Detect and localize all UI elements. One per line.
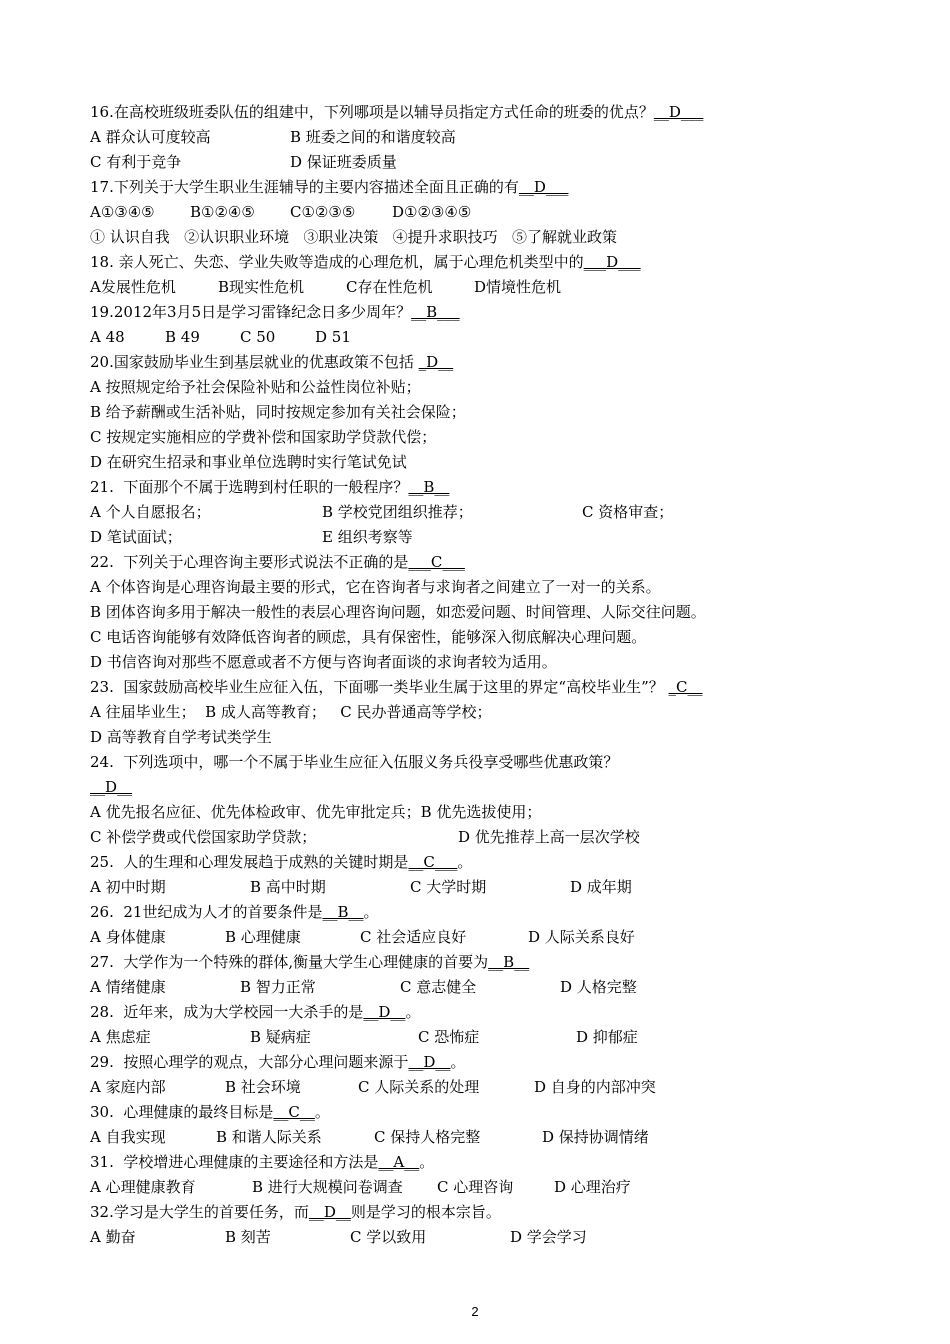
option: B 社会环境 [225, 1078, 301, 1096]
question-27 [90, 952, 529, 972]
answer-blank: __B___ [411, 303, 460, 321]
option: D 成年期 [570, 878, 632, 896]
option: B 和谐人际关系 [216, 1128, 322, 1146]
question-19 [90, 302, 460, 322]
stem-tail: 则是学习的根本宗旨。 [350, 1203, 501, 1221]
option: B 刻苦 [225, 1228, 271, 1246]
answer-blank: __D___ [518, 178, 569, 196]
option: D 高等教育自学考试类学生 [90, 728, 272, 746]
option: D情境性危机 [474, 278, 562, 296]
option: D①②③④⑤ [392, 203, 472, 221]
option: C存在性危机 [346, 278, 433, 296]
option: B 班委之间的和谐度较高 [290, 128, 456, 146]
question-stem: 20.国家鼓励毕业生到基层就业的优惠政策不包括 [90, 353, 414, 371]
option: C 社会适应良好 [360, 928, 467, 946]
question-20 [90, 352, 453, 372]
stem-tail: 。 [363, 903, 379, 921]
option: B 智力正常 [240, 978, 316, 996]
option: D 保持协调情绪 [542, 1128, 649, 1146]
question-stem: 29. 按照心理学的观点，大部分心理问题来源于 [90, 1053, 409, 1071]
option: A 焦虑症 [90, 1028, 151, 1046]
answer-blank: _D__ [418, 353, 454, 371]
option: D 人际关系良好 [528, 928, 635, 946]
option: B 心理健康 [225, 928, 301, 946]
option: A 身体健康 [90, 928, 166, 946]
option: D 笔试面试； [90, 528, 182, 546]
option: A 个人自愿报名； [90, 503, 211, 521]
answer-blank: __D__ [90, 778, 133, 796]
question-stem: 22. 下列关于心理咨询主要形式说法不正确的是 [90, 553, 409, 571]
option: A 情绪健康 [90, 978, 166, 996]
answer-blank: __C__ [273, 1103, 315, 1121]
option: B①②④⑤ [190, 203, 255, 221]
option: A 心理健康教育 [90, 1178, 196, 1196]
option: D 51 [315, 328, 351, 346]
option: A 初中时期 [90, 878, 166, 896]
option: A 自我实现 [90, 1128, 166, 1146]
option: A①③④⑤ [90, 203, 155, 221]
question-32 [90, 1202, 501, 1222]
option: D 书信咨询对那些不愿意或者不方便与咨询者面谈的求询者较为适用。 [90, 653, 557, 671]
option: A 群众认可度较高 [90, 128, 211, 146]
question-stem: 18. 亲人死亡、失恋、学业失败等造成的心理危机，属于心理危机类型中的 [90, 253, 584, 271]
question-stem: 19.2012年3月5日是学习雷锋纪念日多少周年？ [90, 303, 412, 321]
option: C 保持人格完整 [374, 1128, 481, 1146]
option: B 给予薪酬或生活补贴，同时按规定参加有关社会保险； [90, 403, 466, 421]
question-31 [90, 1152, 434, 1172]
stem-tail: 。 [419, 1153, 435, 1171]
answer-blank: __D__ [308, 1203, 351, 1221]
question-stem: 31. 学校增进心理健康的主要途径和方法是 [90, 1153, 379, 1171]
option: A 优先报名应征、优先体检政审、优先审批定兵；B 优先选拔使用； [90, 803, 542, 821]
option: C 意志健全 [400, 978, 477, 996]
option: B现实性危机 [218, 278, 305, 296]
answer-blank: __B__ [408, 478, 450, 496]
question-16 [90, 102, 703, 122]
option: D 抑郁症 [576, 1028, 638, 1046]
option: D 自身的内部冲突 [534, 1078, 656, 1096]
answer-blank: _C__ [668, 678, 703, 696]
question-stem: 17.下列关于大学生职业生涯辅导的主要内容描述全面且正确的有 [90, 178, 519, 196]
question-stem: 32.学习是大学生的首要任务，而 [90, 1203, 309, 1221]
stem-tail: 。 [405, 1003, 421, 1021]
answer-blank: __D__ [363, 1003, 406, 1021]
option: A 个体咨询是心理咨询最主要的形式，它在咨询者与求询者之间建立了一对一的关系。 [90, 578, 661, 596]
question-23 [90, 677, 703, 697]
option: C 有利于竞争 [90, 153, 182, 171]
stem-tail: 。 [314, 1103, 330, 1121]
option: A 往届毕业生； B 成人高等教育； C 民办普通高等学校； [90, 703, 492, 721]
stem-tail: 。 [457, 853, 473, 871]
question-stem: 25. 人的生理和心理发展趋于成熟的关键时期是 [90, 853, 409, 871]
question-24: 24. 下列选项中，哪一个不属于毕业生应征入伍服义务兵役享受哪些优惠政策？ [90, 753, 619, 771]
answer-blank: ___C___ [408, 553, 465, 571]
option: C 恐怖症 [418, 1028, 480, 1046]
option: D 在研究生招录和事业单位选聘时实行笔试免试 [90, 453, 407, 471]
option: C 人际关系的处理 [358, 1078, 480, 1096]
option: C 心理咨询 [437, 1178, 514, 1196]
option: E 组织考察等 [322, 528, 413, 546]
option: C①②③⑤ [290, 203, 356, 221]
question-stem: 30. 心理健康的最终目标是 [90, 1103, 274, 1121]
option: B 团体咨询多用于解决一般性的表层心理咨询问题，如恋爱问题、时间管理、人际交往问题。 [90, 603, 706, 621]
answer-blank: __C___ [408, 853, 458, 871]
question-stem: 21. 下面那个不属于选聘到村任职的一般程序？ [90, 478, 409, 496]
question-26 [90, 902, 379, 922]
option: C 电话咨询能够有效降低咨询者的顾虑，具有保密性，能够深入彻底解决心理问题。 [90, 628, 647, 646]
option: C 50 [240, 328, 276, 346]
question-stem: 28. 近年来，成为大学校园一大杀手的是 [90, 1003, 364, 1021]
question-29 [90, 1052, 465, 1072]
answer-blank: ___D___ [583, 253, 641, 271]
stem-tail: 。 [450, 1053, 466, 1071]
option: A 按照规定给予社会保险补贴和公益性岗位补贴； [90, 378, 421, 396]
question-30 [90, 1102, 330, 1122]
question-stem: 27. 大学作为一个特殊的群体,衡量大学生心理健康的首要为 [90, 953, 489, 971]
option: D 学会学习 [510, 1228, 587, 1246]
option: B 高中时期 [250, 878, 326, 896]
option: B 学校党团组织推荐； [322, 503, 473, 521]
option: D 保证班委质量 [290, 153, 397, 171]
option: D 人格完整 [560, 978, 637, 996]
answer-blank: __A__ [378, 1153, 420, 1171]
question-22 [90, 552, 465, 572]
question-stem: 16.在高校班级班委队伍的组建中，下列哪项是以辅导员指定方式任命的班委的优点？ [90, 103, 654, 121]
question-stem: 23. 国家鼓励高校毕业生应征入伍，下面哪一类毕业生属于这里的界定“高校毕业生”？ [90, 678, 664, 696]
option: B 49 [165, 328, 200, 346]
question-17 [90, 177, 568, 197]
question-28 [90, 1002, 420, 1022]
question-24-answer [90, 777, 132, 797]
question-18 [90, 252, 641, 272]
answer-blank: __D___ [653, 103, 704, 121]
answer-blank: __D__ [408, 1053, 451, 1071]
option: A 48 [90, 328, 125, 346]
question-17-items: ① 认识自我 ②认识职业环境 ③职业决策 ④提升求职技巧 ⑤了解就业政策 [90, 228, 617, 246]
option: C 资格审查； [582, 503, 674, 521]
option: D 优先推荐上高一层次学校 [458, 828, 640, 846]
option: C 学以致用 [350, 1228, 427, 1246]
option: D 心理治疗 [554, 1178, 631, 1196]
option: B 疑病症 [250, 1028, 311, 1046]
page-number: 2 [471, 1304, 479, 1319]
option: A 家庭内部 [90, 1078, 166, 1096]
option: B 进行大规模问卷调查 [252, 1178, 403, 1196]
option: A 勤奋 [90, 1228, 136, 1246]
option: C 按规定实施相应的学费补偿和国家助学贷款代偿； [90, 428, 437, 446]
option: A发展性危机 [90, 278, 176, 296]
option: C 补偿学费或代偿国家助学贷款； [90, 828, 317, 846]
question-21 [90, 477, 449, 497]
question-25 [90, 852, 472, 872]
answer-blank: __B__ [488, 953, 530, 971]
question-stem: 26. 21世纪成为人才的首要条件是 [90, 903, 323, 921]
option: C 大学时期 [410, 878, 487, 896]
answer-blank: __B__ [322, 903, 364, 921]
